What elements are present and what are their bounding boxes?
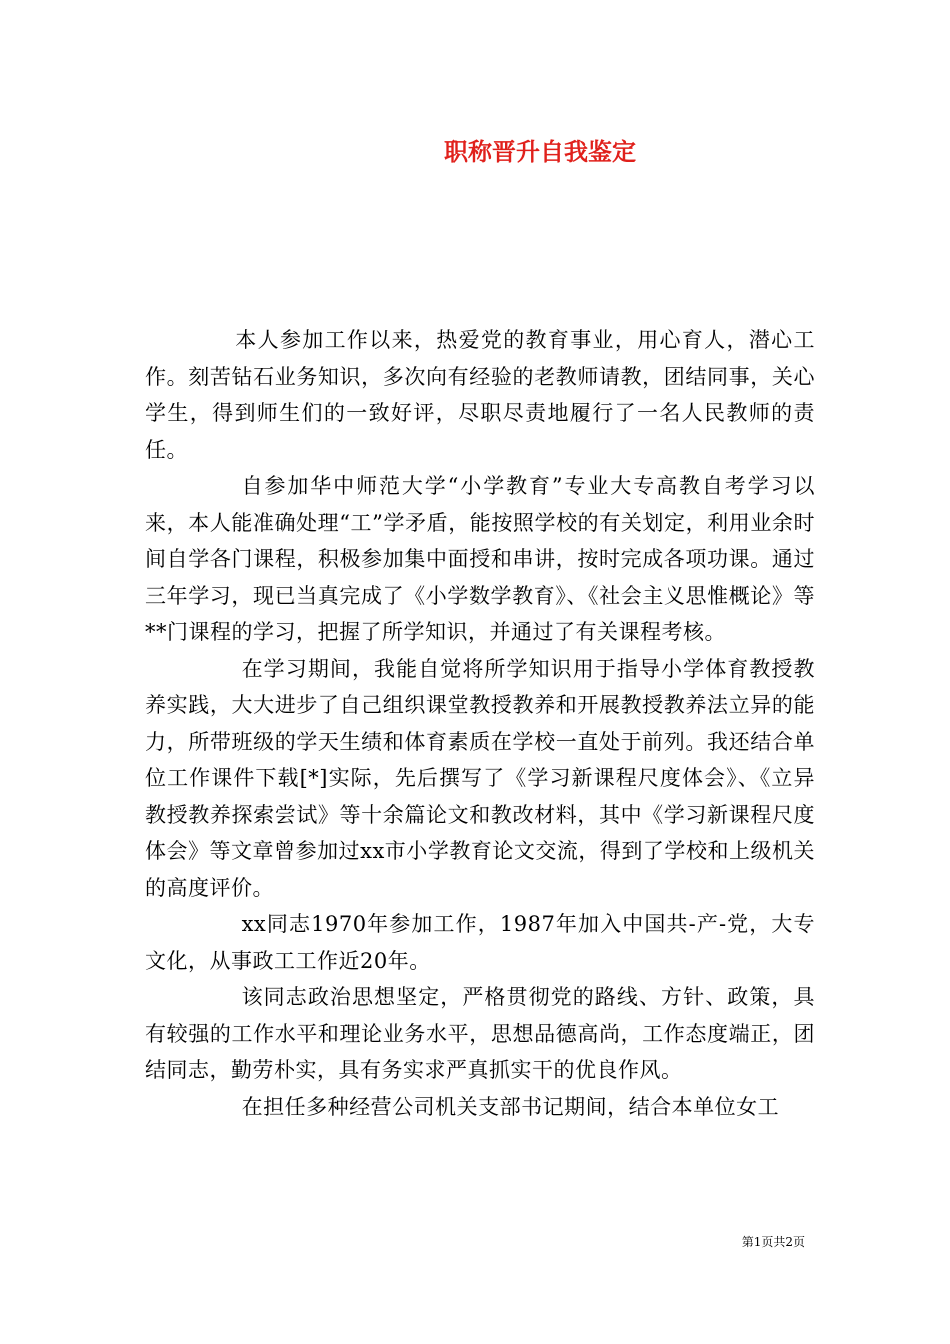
paragraph: 在学习期间，我能自觉将所学知识用于指导小学体育教授教养实践，大大进步了自己组织课堂教授教养和开展教授教养法立异的能力，所带班级的学天生绩和体育素质在学校一直处于前列。我还结合单位工作课件下载[*]实际，先后撰写了《学习新课程尺度体会》、《立异教授教养探索尝试》等十余篇论文和教改材料，其中《学习新课程尺度体会》等文章曾参加过xx市小学教育论文交流，得到了学校和上级机关的高度评价。 [145,656,815,900]
document-body [145,322,815,1125]
paragraph: 本人参加工作以来，热爱党的教育事业，用心育人，潜心工作。刻苦钻石业务知识，多次向有经验的老教师请教，团结同事，关心学生，得到师生们的一致好评，尽职尽责地履行了一名人民教师的责任。 [145,328,815,462]
page-number: 第1页共2页 [741,1235,805,1249]
paragraph: xx同志1970年参加工作，1987年加入中国共-产-党，大专文化，从事政工工作近20年。 [145,912,815,973]
document-title: 职称晋升自我鉴定 [444,137,636,166]
paragraph: 自参加华中师范大学“小学教育”专业大专高教自考学习以来，本人能准确处理“工”学矛盾，能按照学校的有关划定，利用业余时间自学各门课程，积极参加集中面授和串讲，按时完成各项功课。通过三年学习，现已当真完成了《小学数学教育》、《社会主义思惟概论》等**门课程的学习，把握了所学知识，并通过了有关课程考核。 [145,474,815,644]
paragraph: 该同志政治思想坚定，严格贯彻党的路线、方针、政策，具有较强的工作水平和理论业务水平，思想品德高尚，工作态度端正，团结同志，勤劳朴实，具有务实求严真抓实干的优良作风。 [145,985,815,1082]
paragraph: 在担任多种经营公司机关支部书记期间，结合本单位女工 [241,1094,780,1119]
